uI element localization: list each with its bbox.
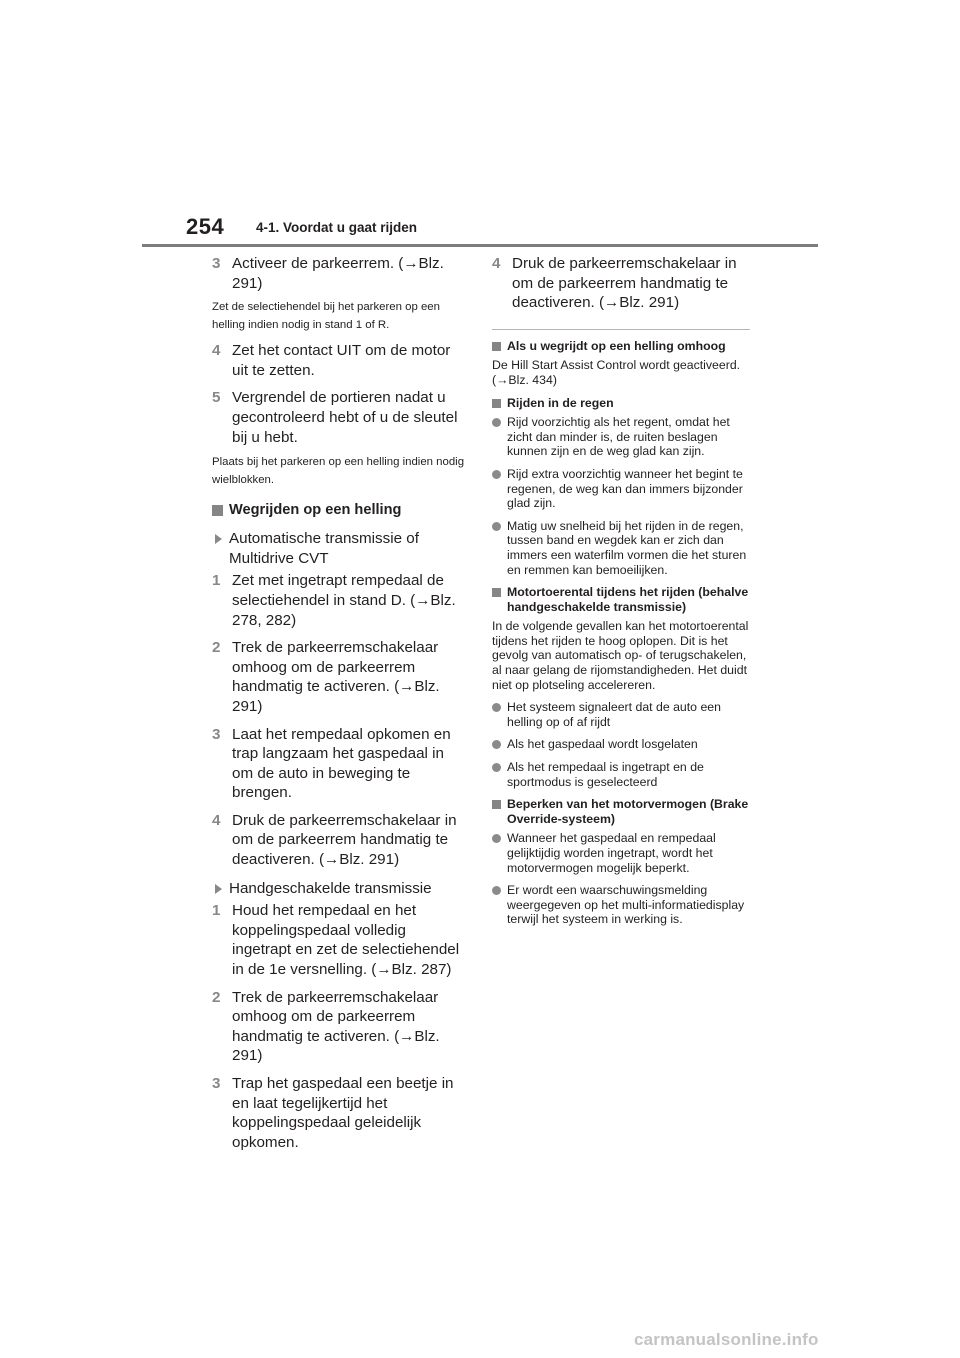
subheading-text: Automatische transmissie of Multidrive CVT	[229, 530, 419, 567]
step-text: Trap het gaspedaal een beetje in en laat tegelijkertijd het koppelingspedaal geleidelijk opkomen.	[232, 1075, 454, 1151]
info-divider	[492, 329, 750, 330]
list-item-text: Matig uw snelheid bij het rijden in de regen, tussen band en wegdek kan er zich dan immers een waterfilm vormen die het sturen en remmen kan bemoeilijken.	[507, 518, 747, 577]
heading-text: Wegrijden op een helling	[229, 502, 402, 519]
header-divider	[142, 244, 818, 247]
circle-bullet-icon	[492, 522, 501, 531]
step-number: 2	[212, 639, 221, 657]
list-item-text: Het systeem signaleert dat de auto een helling op of af rijdt	[507, 700, 721, 729]
list-item	[492, 883, 750, 927]
parking-note: Zet de selectiehendel bij het parkeren op een helling indien nodig in stand 1 of R.	[212, 301, 440, 331]
step-number: 1	[212, 902, 221, 920]
manual-step-3	[212, 1074, 467, 1152]
site-watermark: carmanualsonline.info	[634, 1330, 819, 1349]
cvt-step-4	[212, 811, 467, 870]
circle-bullet-icon	[492, 740, 501, 749]
step-text: Trek de parkeerremschakelaar omhoog om de parkeerrem handmatig te activeren. (→Blz. 291)	[232, 988, 440, 1065]
circle-bullet-icon	[492, 470, 501, 479]
step-activate-parking-brake	[212, 254, 467, 293]
step-number: 4	[212, 342, 221, 360]
cvt-step-2	[212, 638, 467, 716]
list-item	[492, 519, 750, 577]
step-number: 3	[212, 255, 221, 272]
list-item-text: Als het rempedaal is ingetrapt en de sportmodus is geselecteerd	[507, 760, 704, 789]
heading-text: Motortoerental tijdens het rijden (behalve handgeschakelde transmissie)	[507, 585, 749, 614]
square-bullet-icon	[492, 800, 501, 809]
manual-step-4	[492, 254, 750, 313]
page-header	[142, 214, 818, 248]
step-text: Houd het rempedaal en het koppelingspedaal volledig ingetrapt en zet de selectiehendel in de 1e versnelling. (→Blz. 287)	[232, 902, 460, 979]
triangle-bullet-icon	[215, 534, 222, 544]
heading-text: Rijden in de regen	[507, 395, 614, 410]
section-title: 4-1. Voordat u gaat rijden	[256, 220, 418, 235]
step-text: Laat het rempedaal opkomen en trap langzaam het gaspedaal in om de auto in beweging te brengen.	[232, 725, 451, 802]
heading-text: Als u wegrijdt op een helling omhoog	[507, 338, 726, 353]
list-item-text: Rijd extra voorzichtig wanneer het begint te regenen, de weg kan dan immers bijzonder glad zijn.	[507, 466, 743, 511]
step-number: 4	[492, 255, 501, 272]
right-column	[492, 254, 750, 935]
step-text: Activeer de parkeerrem. (→Blz. 291)	[232, 255, 444, 292]
step-number: 5	[212, 389, 221, 407]
step-text: Druk de parkeerremschakelaar in om de parkeerrem handmatig te deactiveren. (→Blz. 291)	[232, 811, 457, 869]
cvt-subheading	[212, 529, 467, 568]
manual-step-1	[212, 901, 467, 979]
step-text: Vergrendel de portieren nadat u gecontroleerd hebt of u de sleutel bij u hebt.	[232, 389, 458, 446]
engine-speed-paragraph: In de volgende gevallen kan het motortoerental tijdens het rijden te hoog oplopen. Dit is het gevolg van automatisch op- of terugschakelen, al naar gelang de rijomstandigheden. Het duidt niet op plotseling accelereren.	[492, 619, 749, 692]
list-item	[492, 760, 750, 789]
list-item-text: Als het gaspedaal wordt losgelaten	[507, 737, 698, 752]
square-bullet-icon	[212, 505, 223, 516]
circle-bullet-icon	[492, 703, 501, 712]
page-number: 254	[186, 214, 225, 239]
circle-bullet-icon	[492, 763, 501, 772]
triangle-bullet-icon	[215, 884, 222, 894]
uphill-heading	[492, 339, 750, 354]
heading-text: Beperken van het motorvermogen (Brake Override-systeem)	[507, 797, 749, 826]
step-text: Trek de parkeerremschakelaar omhoog om de parkeerrem handmatig te activeren. (→Blz. 291)	[232, 639, 440, 715]
subheading-text: Handgeschakelde transmissie	[229, 879, 432, 897]
wheel-chock-note: Plaats bij het parkeren op een helling indien nodig wielblokken.	[212, 456, 465, 486]
brake-override-heading	[492, 797, 750, 826]
square-bullet-icon	[492, 342, 501, 351]
step-text: Zet het contact UIT om de motor uit te zetten.	[232, 342, 451, 379]
list-item	[492, 831, 750, 875]
hill-start-paragraph: De Hill Start Assist Control wordt geactiveerd. (→Blz. 434)	[492, 358, 741, 387]
circle-bullet-icon	[492, 834, 501, 843]
circle-bullet-icon	[492, 886, 501, 895]
step-text: Zet met ingetrapt rempedaal de selectiehendel in stand D. (→Blz. 278, 282)	[232, 572, 456, 629]
list-item-text: Wanneer het gaspedaal en rempedaal gelijktijdig worden ingetrapt, wordt het motorvermogen mogelijk beperkt.	[507, 831, 716, 875]
list-item	[492, 700, 750, 729]
manual-subheading	[212, 879, 467, 899]
circle-bullet-icon	[492, 418, 501, 427]
list-item	[492, 415, 750, 459]
list-item	[492, 467, 750, 511]
left-column	[212, 254, 467, 1160]
engine-speed-heading	[492, 585, 750, 614]
cvt-step-1	[212, 571, 467, 630]
cvt-step-3	[212, 725, 467, 803]
square-bullet-icon	[492, 588, 501, 597]
rain-heading	[492, 396, 750, 411]
step-number: 3	[212, 1075, 221, 1092]
manual-step-2	[212, 988, 467, 1066]
step-number: 2	[212, 988, 221, 1006]
hill-start-heading	[212, 501, 467, 520]
list-item-text: Er wordt een waarschuwingsmelding weergegeven op het multi-informatiedisplay terwijl het systeem in werking is.	[507, 883, 745, 927]
list-item-text: Rijd voorzichtig als het regent, omdat het zicht dan minder is, de ruiten beslagen kunnen zijn en de weg glad kan zijn.	[507, 415, 730, 459]
step-number: 3	[212, 725, 221, 743]
step-number: 4	[212, 811, 221, 829]
step-lock-doors	[212, 388, 467, 447]
step-ignition-off	[212, 341, 467, 380]
list-item	[492, 737, 750, 752]
step-text: Druk de parkeerremschakelaar in om de parkeerrem handmatig te deactiveren. (→Blz. 291)	[512, 255, 737, 312]
step-number: 1	[212, 572, 221, 590]
square-bullet-icon	[492, 399, 501, 408]
